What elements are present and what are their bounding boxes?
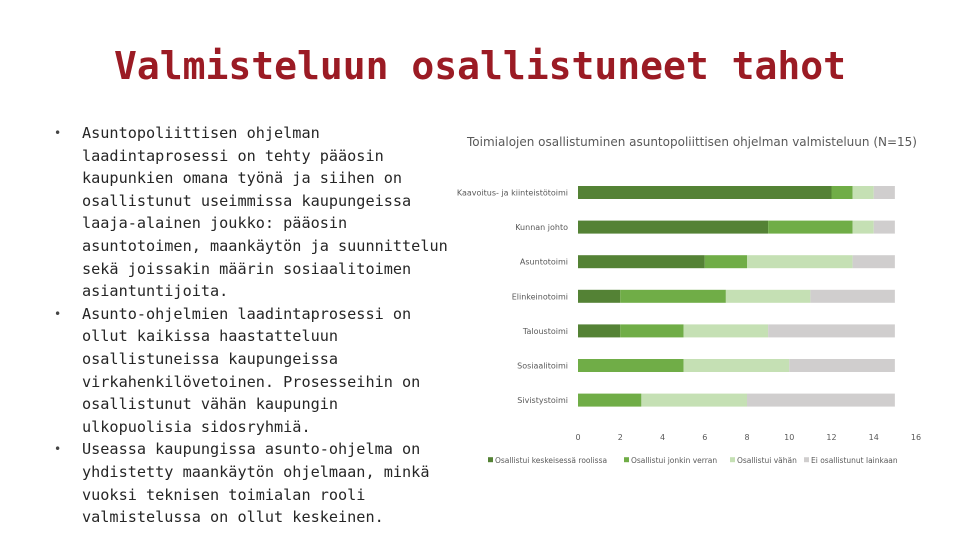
category-label: Kaavoitus- ja kiinteistötoimi bbox=[456, 188, 568, 198]
bar-segment bbox=[810, 290, 895, 303]
bullet-text: Asuntopoliittisen ohjelman laadintaprosessi on tehty pääosin kaupunkien omana työnä ja siihen on osallistunut useimmissa kaupungeissa laaja-alainen joukko: pääosin asuntotoimen, maankäytön ja suunnittelun sekä joissakin määrin sosiaalitoimen asiantuntijoita. bbox=[82, 124, 448, 301]
stacked-bar-chart bbox=[452, 128, 932, 468]
bar-segment bbox=[620, 324, 683, 337]
category-label: Kunnan johto bbox=[515, 223, 568, 233]
bar-segment bbox=[641, 394, 747, 407]
bullet-item bbox=[52, 303, 452, 439]
bullet-marker: • bbox=[54, 306, 62, 321]
bullet-item bbox=[52, 122, 452, 303]
x-tick-label: 16 bbox=[910, 433, 922, 443]
bar-segment bbox=[747, 255, 853, 268]
x-tick-label: 0 bbox=[575, 433, 581, 443]
bar-segment bbox=[620, 290, 726, 303]
bar-segment bbox=[726, 290, 811, 303]
category-label: Asuntotoimi bbox=[519, 257, 568, 267]
bar-segment bbox=[578, 324, 620, 337]
bar-segment bbox=[768, 221, 853, 234]
legend-swatch bbox=[730, 457, 735, 462]
bullet-marker: • bbox=[54, 442, 62, 457]
bar-segment bbox=[747, 394, 895, 407]
bar-segment bbox=[578, 359, 684, 372]
x-tick-label: 2 bbox=[617, 433, 623, 443]
bar-segment bbox=[578, 290, 620, 303]
bar-segment bbox=[578, 221, 768, 234]
bar-segment bbox=[578, 186, 832, 199]
legend-label: Osallistui vähän bbox=[737, 456, 797, 466]
chart-title: Toimialojen osallistuminen asuntopoliittisen ohjelman valmisteluun (N=15) bbox=[467, 135, 917, 149]
x-tick-label: 8 bbox=[744, 433, 750, 443]
legend-label: Osallistui jonkin verran bbox=[631, 456, 718, 466]
x-tick-label: 12 bbox=[826, 433, 837, 443]
bar-segment bbox=[874, 221, 895, 234]
legend-swatch bbox=[624, 457, 629, 462]
bullet-list bbox=[52, 122, 452, 529]
x-tick-label: 10 bbox=[784, 433, 795, 443]
bullet-text: Useassa kaupungissa asunto-ohjelma on yhdistetty maankäytön ohjelmaan, minkä vuoksi teknisen toimialan rooli valmistelussa on ollut keskeinen. bbox=[82, 440, 430, 527]
bar-segment bbox=[853, 221, 874, 234]
slide-title: Valmisteluun osallistuneet tahot bbox=[113, 44, 847, 88]
bar-segment bbox=[832, 186, 853, 199]
bar-segment bbox=[578, 394, 641, 407]
bar-segment bbox=[705, 255, 747, 268]
bullet-marker: • bbox=[54, 126, 62, 140]
bullet-item bbox=[52, 438, 452, 528]
category-label: Sosiaalitoimi bbox=[517, 361, 568, 371]
x-tick-label: 14 bbox=[868, 433, 879, 443]
bullet-text: Asunto-ohjelmien laadintaprosessi on ollut kaikissa haastatteluun osallistuneissa kaupungeissa virkahenkilövetoinen. Prosesseihin on osallistunut vähän kaupungin ulkopuolisia sidosryhmiä. bbox=[82, 304, 421, 436]
legend-label: Ei osallistunut lainkaan bbox=[811, 456, 898, 466]
legend-swatch bbox=[804, 457, 809, 462]
x-tick-label: 4 bbox=[659, 433, 666, 443]
bar-segment bbox=[684, 324, 769, 337]
bar-segment bbox=[578, 255, 705, 268]
bar-segment bbox=[789, 359, 895, 372]
bar-segment bbox=[874, 186, 895, 199]
category-label: Taloustoimi bbox=[522, 326, 568, 336]
bar-segment bbox=[768, 324, 895, 337]
x-tick-label: 6 bbox=[702, 433, 708, 443]
category-label: Sivistystoimi bbox=[517, 396, 568, 406]
bar-segment bbox=[684, 359, 790, 372]
legend-swatch bbox=[488, 457, 493, 462]
bar-segment bbox=[853, 255, 895, 268]
bar-segment bbox=[853, 186, 874, 199]
legend-label: Osallistui keskeisessä roolissa bbox=[495, 456, 608, 466]
category-label: Elinkeinotoimi bbox=[511, 292, 568, 302]
